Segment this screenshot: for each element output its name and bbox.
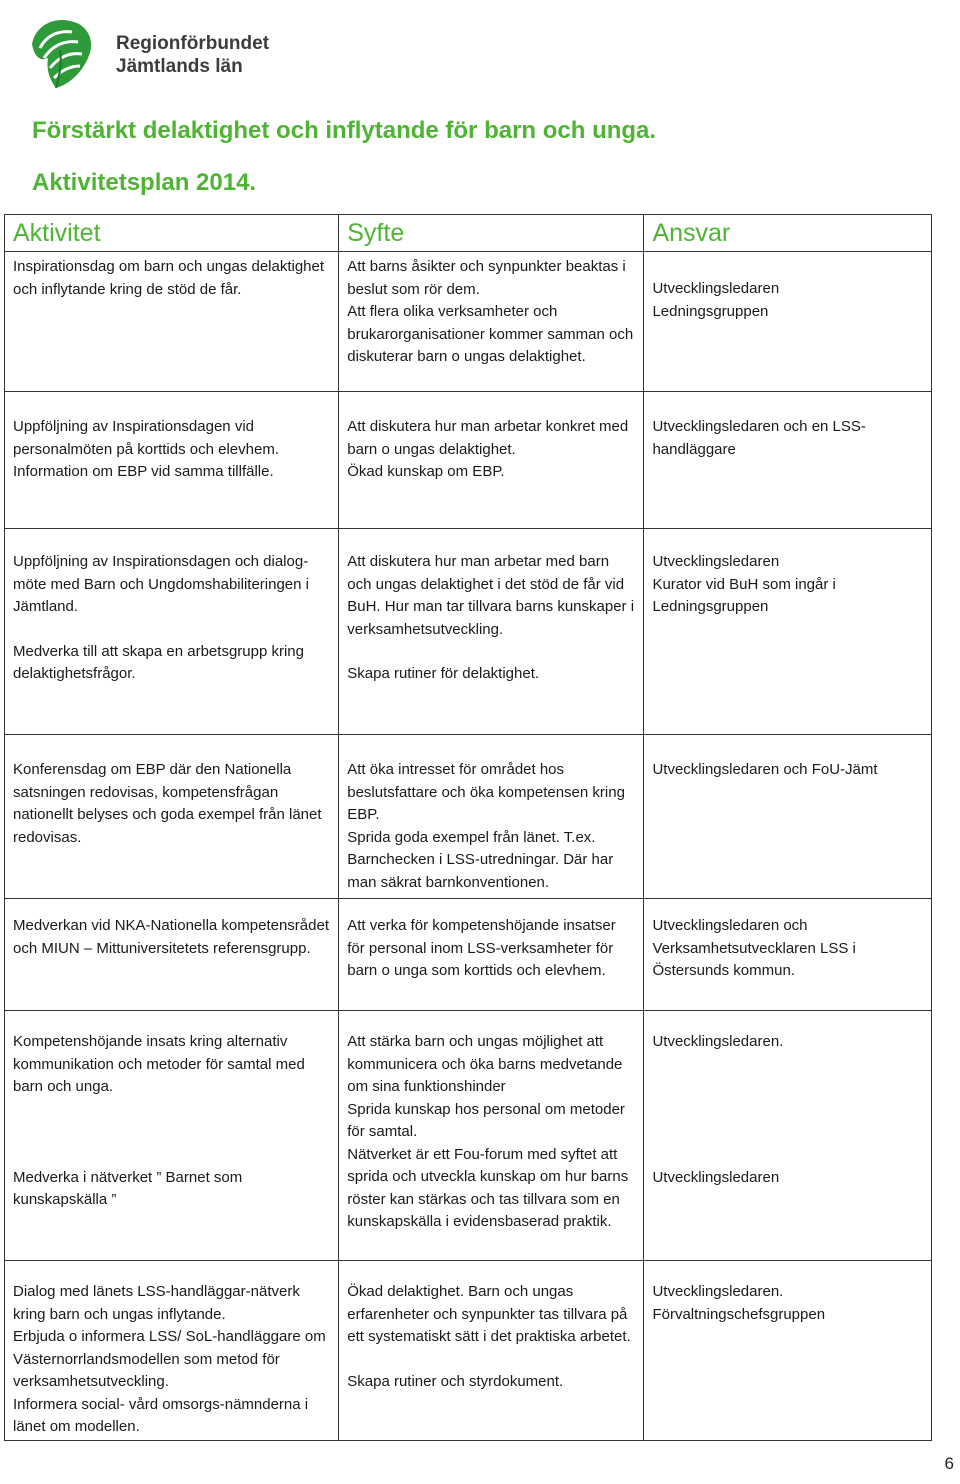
logo-line-2: Jämtlands län: [116, 56, 243, 77]
header-syfte: Syfte: [339, 215, 644, 252]
cell-text: Utvecklingsledaren.: [652, 1283, 784, 1300]
header-ansvar: Ansvar: [644, 215, 932, 252]
cell-syfte: [339, 392, 644, 529]
leaf-logo-icon: [26, 14, 112, 94]
cell-ansvar: [644, 1011, 932, 1261]
cell-text: Skapa rutiner och styrdokument.: [347, 1372, 564, 1390]
cell-text: Kurator vid BuH som ingår i Ledningsgruppen: [652, 575, 836, 615]
cell-text: Att verka för kompetenshöjande insatser för personal inom LSS-verksamheter för barn o unga som korttids och elevhem.: [347, 917, 616, 979]
cell-ansvar: [644, 392, 932, 529]
cell-ansvar: [644, 529, 932, 735]
header-aktivitet: Aktivitet: [5, 215, 339, 252]
document-title: Förstärkt delaktighet och inflytande för barn och unga.: [32, 117, 657, 144]
cell-text: Att stärka barn och ungas möjlighet att kommunicera och öka barns medvetande om sina funktionshinder: [347, 1033, 623, 1095]
cell-ansvar: [644, 252, 932, 392]
cell-text: Ledningsgruppen: [652, 302, 769, 320]
cell-text: Erbjuda o informera LSS/ SoL-handläggare om Västernorrlandsmodellen som metod för verksamhetsutveckling.: [13, 1328, 326, 1390]
cell-text: Informera social- vård omsorgs-nämnderna i länet om modellen.: [13, 1395, 309, 1435]
table-row: [5, 899, 932, 1011]
cell-aktivitet: [5, 735, 339, 899]
cell-text: Ökad delaktighet. Barn och ungas erfarenheter och synpunkter tas tillvara på ett systematiskt sätt i det praktiska arbetet.: [347, 1283, 631, 1345]
cell-text: Att diskutera hur man arbetar konkret med barn o ungas delaktighet.: [347, 418, 629, 458]
table-row: [5, 392, 932, 529]
cell-text: Utvecklingsledaren: [652, 280, 780, 297]
cell-text: Att diskutera hur man arbetar med barn och ungas delaktighet i det stöd de får vid BuH. Hur man tar tillvara barns kunskaper i verksamhetsutveckling.: [347, 553, 635, 638]
cell-syfte: [339, 529, 644, 735]
cell-text: Utvecklingsledaren och FoU-Jämt: [652, 761, 878, 778]
logo-wordmark: [116, 32, 269, 78]
table-row: [5, 1261, 932, 1441]
cell-text: Att öka intresset för området hos beslutsfattare och öka kompetensen kring EBP.: [347, 761, 625, 823]
cell-syfte: [339, 735, 644, 899]
cell-aktivitet: [5, 1011, 339, 1261]
cell-text: Utvecklingsledaren: [652, 553, 780, 570]
cell-text: Konferensdag om EBP där den Nationella satsningen redovisas, kompetensfrågan nationellt belyses och goda exempel från länet redovisas.: [13, 761, 322, 846]
cell-ansvar: [644, 899, 932, 1011]
regionforbundet-logo: [26, 14, 276, 94]
table-row: [5, 529, 932, 735]
table-row: [5, 735, 932, 899]
cell-text: Uppföljning av Inspirationsdagen och dialog-möte med Barn och Ungdomshabiliteringen i Jämtland.: [13, 553, 309, 615]
cell-text: Att barns åsikter och synpunkter beaktas i beslut som rör dem.: [347, 258, 626, 298]
cell-text: Uppföljning av Inspirationsdagen vid personalmöten på korttids och elevhem.: [13, 418, 279, 458]
cell-syfte: [339, 1011, 644, 1261]
cell-text: Utvecklingsledaren: [652, 1168, 780, 1186]
document-subtitle: Aktivitetsplan 2014.: [32, 169, 257, 196]
cell-ansvar: [644, 1261, 932, 1441]
cell-aktivitet: [5, 252, 339, 392]
cell-text: Medverka till att skapa en arbetsgrupp kring delaktighetsfrågor.: [13, 642, 304, 682]
cell-aktivitet: [5, 899, 339, 1011]
cell-syfte: [339, 899, 644, 1011]
cell-text: Sprida kunskap hos personal om metoder för samtal.: [347, 1100, 625, 1140]
cell-text: Utvecklingsledaren och en LSS-handläggare: [652, 418, 866, 458]
cell-text: Skapa rutiner för delaktighet.: [347, 665, 540, 682]
page-number: 6: [944, 1454, 954, 1473]
cell-text: Utvecklingsledaren.: [652, 1033, 784, 1050]
cell-text: Ökad kunskap om EBP.: [347, 463, 505, 480]
cell-syfte: [339, 1261, 644, 1441]
cell-text: Kompetenshöjande insats kring alternativ kommunikation och metoder för samtal med barn och unga.: [13, 1033, 305, 1095]
cell-text: Utvecklingsledaren och Verksamhetsutvecklaren LSS i Östersunds kommun.: [652, 917, 856, 979]
activity-plan-table: [4, 214, 932, 1441]
cell-syfte: [339, 252, 644, 392]
table-header-row: [5, 215, 932, 252]
cell-ansvar: [644, 735, 932, 899]
cell-aktivitet: [5, 392, 339, 529]
cell-text: Inspirationsdag om barn och ungas delaktighet och inflytande kring de stöd de får.: [13, 258, 325, 298]
table-row: [5, 252, 932, 392]
cell-text: Sprida goda exempel från länet. T.ex. Barnchecken i LSS-utredningar. Där har man säkrat barnkonventionen.: [347, 828, 614, 891]
cell-text: Dialog med länets LSS-handläggar-nätverk kring barn och ungas inflytande.: [13, 1283, 300, 1323]
cell-text: Medverkan vid NKA-Nationella kompetensrådet och MIUN – Mittuniversitetets referensgrupp.: [13, 917, 329, 957]
cell-text: Nätverket är ett Fou-forum med syftet att sprida och utveckla kunskap om hur barns röster kan stärkas och tas tillvara som en kunskapskälla i evidensbaserad praktik.: [347, 1145, 629, 1230]
cell-text: Medverka i nätverket ” Barnet som kunskapskälla ”: [13, 1168, 243, 1208]
cell-text: Att flera olika verksamheter och brukarorganisationer kommer samman och diskuterar barn o ungas delaktighet.: [347, 303, 634, 365]
logo-line-1: Regionförbundet: [116, 33, 270, 54]
table-row: [5, 1011, 932, 1261]
cell-aktivitet: [5, 529, 339, 735]
cell-text: Information om EBP vid samma tillfälle.: [13, 463, 274, 480]
cell-aktivitet: [5, 1261, 339, 1441]
cell-text: Förvaltningschefsgruppen: [652, 1305, 826, 1323]
